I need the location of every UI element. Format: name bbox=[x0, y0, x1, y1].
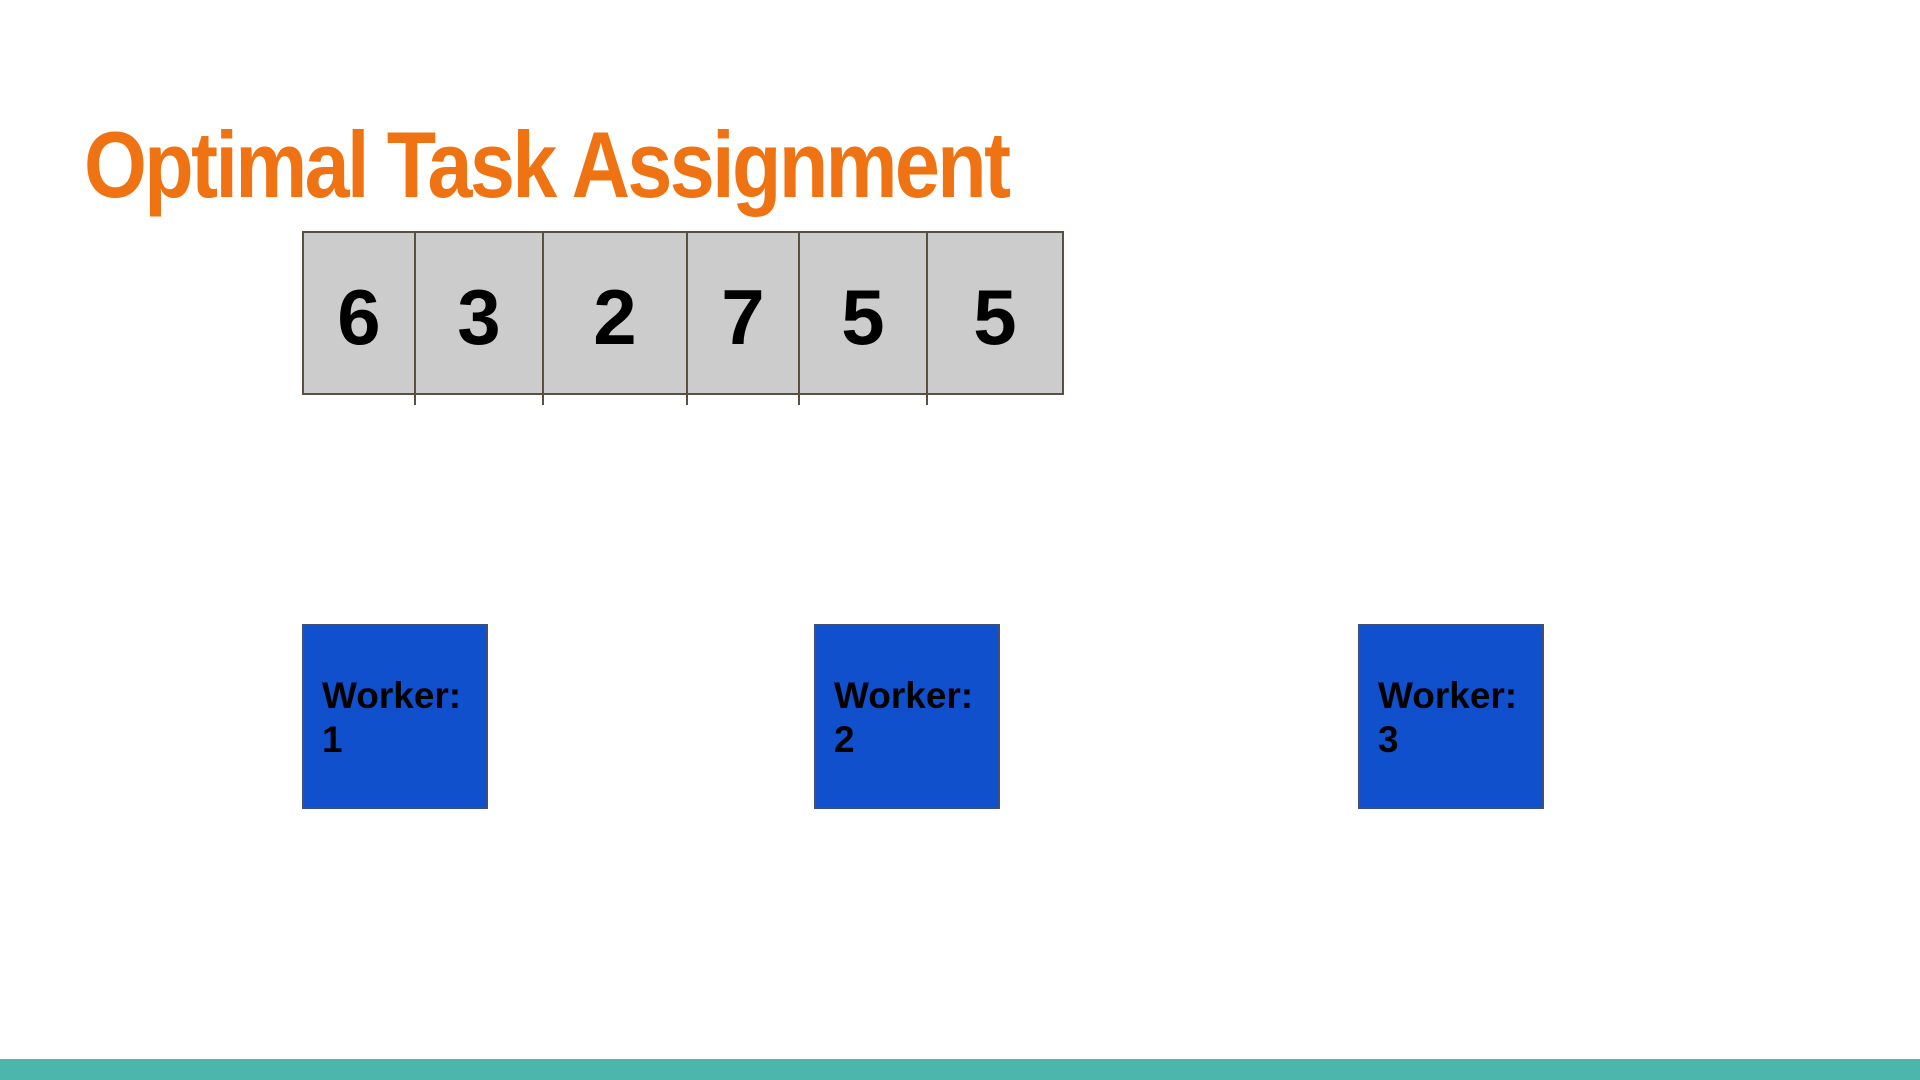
page-title: Optimal Task Assignment bbox=[84, 112, 1009, 217]
worker-id: 3 bbox=[1378, 719, 1399, 760]
worker-box-2 bbox=[814, 624, 1000, 809]
worker-box-3 bbox=[1358, 624, 1544, 809]
task-cell: 3 bbox=[414, 233, 542, 393]
task-array bbox=[302, 231, 1064, 395]
task-cell: 2 bbox=[542, 233, 686, 393]
worker-label: Worker: bbox=[1378, 675, 1518, 716]
footer-accent-bar bbox=[0, 1059, 1920, 1080]
worker-label: Worker: bbox=[322, 675, 462, 716]
task-cell: 6 bbox=[337, 272, 381, 361]
task-cell: 5 bbox=[798, 233, 926, 393]
task-cell: 7 bbox=[686, 233, 798, 393]
task-cell: 5 bbox=[926, 233, 1062, 393]
worker-label: Worker: bbox=[834, 675, 974, 716]
worker-id: 2 bbox=[834, 719, 855, 760]
worker-id: 1 bbox=[322, 719, 343, 760]
worker-box-1 bbox=[302, 624, 488, 809]
